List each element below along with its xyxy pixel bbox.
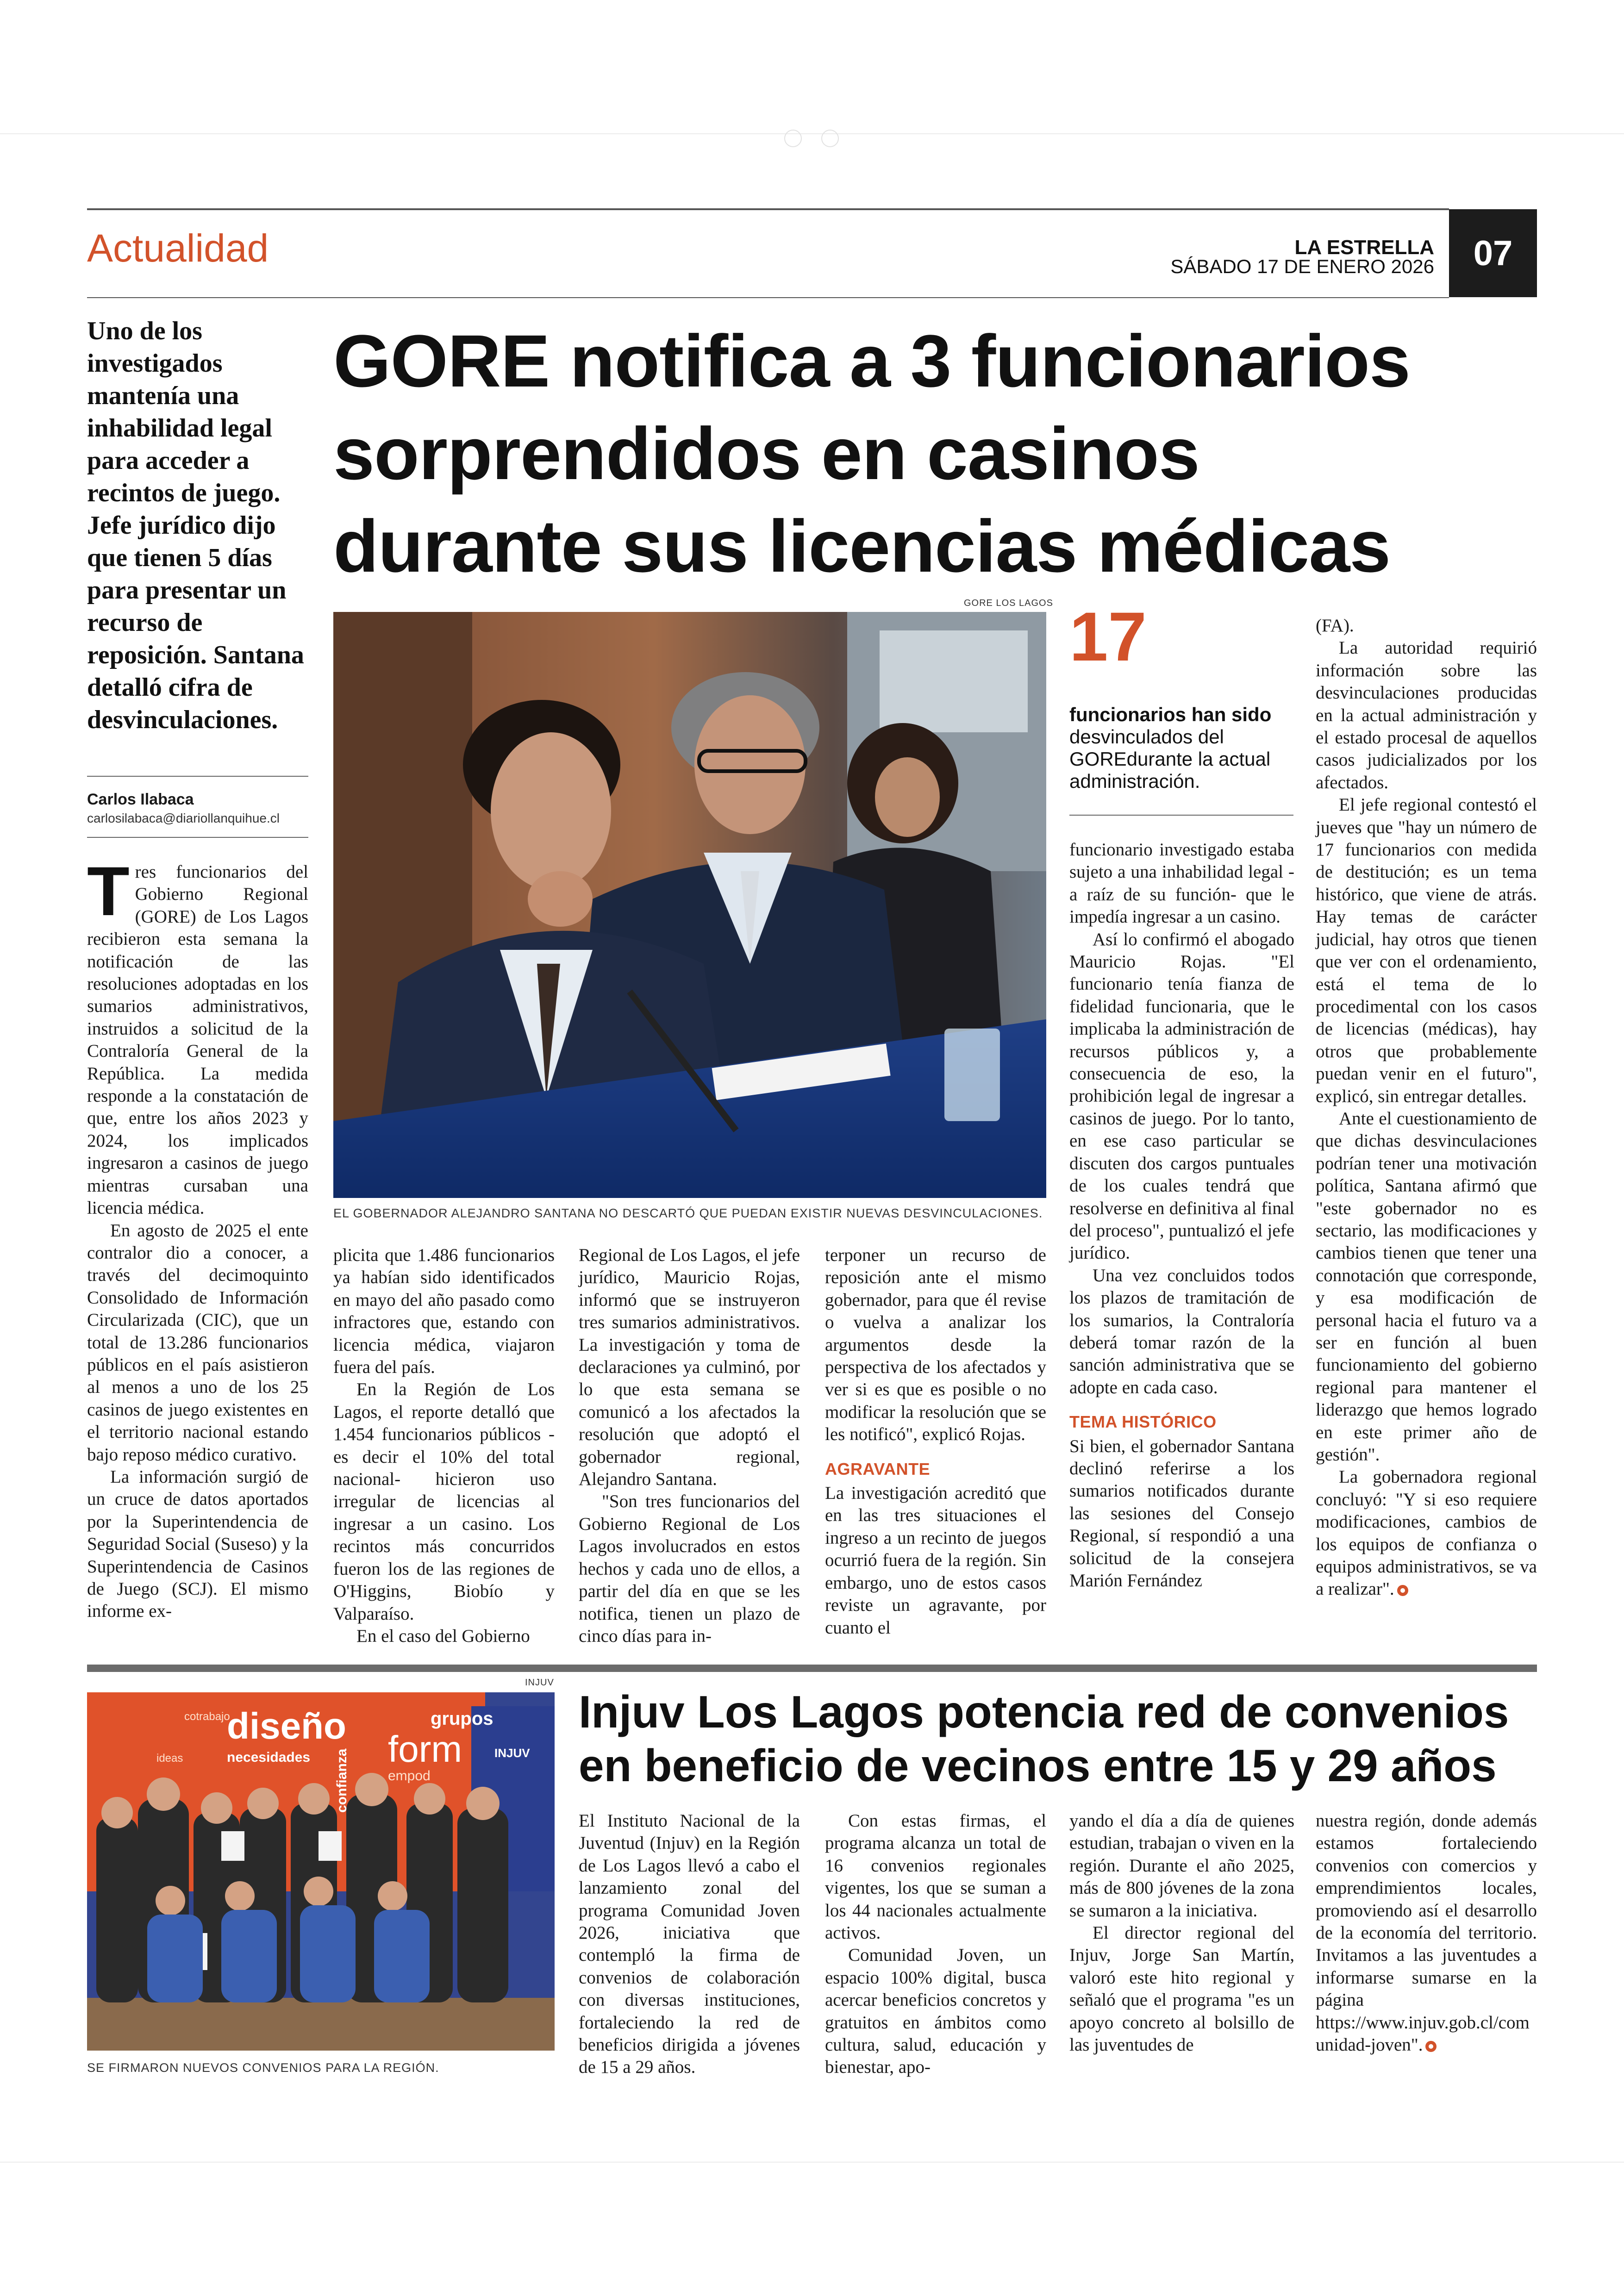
article2-column-4 (1316, 1810, 1537, 2056)
photo-word: cotrabajo (184, 1710, 230, 1723)
paragraph (1316, 1466, 1537, 1600)
paragraph: Regional de Los Lagos, el jefe jurídico, Mauricio Rojas, informó que se instruyeron tres sumarios administrativos. La investigación y toma de declaraciones ya culminó, por lo que esta semana se comunicó a los afectados la resolución que adoptó el gobernador regional, Alejandro Santana. (579, 1245, 800, 1490)
paragraph: La autoridad requirió información sobre las desvinculaciones producidas en la actual administración y el estado procesal de aquellos casos judicializados por los afectados. (1316, 638, 1537, 792)
paragraph: El director regional del Injuv, Jorge San Martín, valoró este hito regional y señaló que el programa "es un apoyo concreto al bolsillo de las juventudes de (1069, 1923, 1294, 2055)
headline2-line: en beneficio de vecinos entre 15 y 29 años (579, 1740, 1497, 1791)
photo-credit: GORE LOS LAGOS (964, 598, 1053, 608)
paragraph-text: La gobernadora regional concluyó: "Y si eso requiere modificaciones, cambios de los equipos de confianza o equipos administrativos, se va a realizar". (1316, 1467, 1537, 1599)
masthead-rule (87, 208, 1449, 210)
deck-divider (87, 776, 308, 777)
paragraph: terponer un recurso de reposición ante el mismo gobernador, para que él revise o vuelva a analizar los argumentos desde la perspectiva de los afectados y ver si es que es posible o no modificar la resolución que se les notificó", explicó Rojas. (825, 1245, 1046, 1445)
paragraph: La investigación acreditó que en las tres situaciones el ingreso a un recinto de juegos ocurrió fuera de la región. Sin embargo, uno de estos casos reviste un agravante, por cuanto el (825, 1483, 1046, 1638)
paragraph: res funcionarios del Gobierno Regional (GORE) de Los Lagos recibieron esta semana la notificación de las resoluciones adoptadas en los sumarios administrativos, instruidos a solicitud de la Contraloría General de la República. La medida responde a la constatación de que, entre los años 2023 y 2024, los implicados ingresaron a casinos de juego mientras cursaban una licencia médica. (87, 862, 308, 1218)
article2-column-1 (579, 1810, 800, 2079)
headline (333, 315, 1472, 592)
deck-rule (87, 297, 1449, 298)
article2-column-3 (1069, 1810, 1294, 2056)
author-email: carlosilabaca@diariollanquihue.cl (87, 811, 280, 825)
paragraph: Con estas firmas, el programa alcanza un total de 16 convenios regionales vigentes, los que se suman a los 44 nacionales actualmente activos. (825, 1811, 1046, 1943)
photo-word: ideas (156, 1752, 183, 1765)
headline2 (579, 1685, 1542, 1792)
stat-bold: funcionarios han sido (1069, 704, 1272, 725)
newspaper-name: LA ESTRELLA (1294, 236, 1434, 259)
photo-word: confianza (334, 1748, 350, 1813)
paragraph: Ante el cuestionamiento de que dichas desvinculaciones podrían tener una motivación política, Santana afirmó que "este gobernador no es sectario, las modificaciones y cambios tienen que tener una connotación que corresponde, y esa modificación de personal hacia el futuro va a ser en función al buen funcionamiento del gobierno regional para mantener el liderazgo que hemos logrado en este primer año de gestión". (1316, 1108, 1537, 1465)
stat-number: 17 (1069, 598, 1147, 675)
scroll-dot (821, 130, 839, 147)
paragraph: En agosto de 2025 el ente contralor dio a conocer, a través del decimoquinto Consolidado de Información Circularizada (CIC), que un total de 13.286 funcionarios públicos en el país asistieron al menos a uno de los 25 casinos de juego existentes en el territorio nacional estando bajo reposo médico curativo. (87, 1220, 308, 1465)
headline-line: GORE notifica a 3 funcionarios (333, 319, 1410, 402)
stat-description: desvinculados del GOREdurante la actual administración. (1069, 726, 1271, 792)
paragraph (1316, 1810, 1537, 2056)
paragraph: (FA). (1316, 616, 1354, 636)
stat-text (1069, 704, 1301, 792)
headline-line: sorprendidos en casinos (333, 412, 1199, 495)
paragraph: yando el día a día de quienes estudian, trabajan o viven en la región. Durante el año 2025, más de 800 jóvenes de la zona se sumaron a la iniciativa. (1069, 1811, 1294, 1921)
article1-column-6 (1316, 615, 1537, 1601)
article2-column-2 (825, 1810, 1046, 2079)
author-divider (87, 837, 308, 838)
photo-word: INJUV (494, 1746, 530, 1760)
photo-word: diseño (227, 1705, 346, 1746)
paragraph: funcionario investigado estaba sujeto a una inhabilidad legal -a raíz de su función- que le impedía ingresar a un casino. (1069, 840, 1294, 927)
subhead-tema-historico: TEMA HISTÓRICO (1069, 1412, 1217, 1432)
paragraph-text: nuestra región, donde además estamos fortaleciendo convenios con comercios y emprendimientos locales, promoviendo así el desarrollo de la economía del territorio. Invitamos a las juventudes a informarse sumarse en la página https://www.injuv.gob.cl/comunidad-joven". (1316, 1811, 1537, 2055)
article1-column-5 (1069, 839, 1294, 1592)
author-name: Carlos Ilabaca (87, 791, 194, 808)
paragraph: En el caso del Gobierno (356, 1626, 530, 1646)
main-photo (333, 612, 1046, 1198)
stat-divider (1069, 815, 1293, 816)
injuv-photo (87, 1692, 555, 2051)
paragraph: El jefe regional contestó el jueves que "hay un número de 17 funcionarios con medida de destitución; es un tema histórico, que viene de atrás. Hay temas de carácter judicial, hay otros que tienen que ver con el ordenamiento, está el tema de lo procedimental con los casos de licencias (médicas), hay otros que probablemente puedan venir en el futuro", explicó, sin entregar detalles. (1316, 795, 1537, 1106)
end-mark-icon (1397, 1585, 1408, 1596)
article-separator (87, 1665, 1537, 1672)
subhead-agravante: AGRAVANTE (825, 1459, 931, 1478)
photo2-caption: SE FIRMARON NUEVOS CONVENIOS PARA LA REGIÓN. (87, 2061, 439, 2075)
article-deck: Uno de los investigados mantenía una inhabilidad legal para acceder a recintos de juego. Jefe jurídico dijo que tienen 5 días para presentar un recurso de reposición. Santana detalló cifra de desvinculaciones. (87, 317, 304, 734)
page-number-box (1449, 209, 1537, 297)
paragraph: En la Región de Los Lagos, el reporte detalló que 1.454 funcionarios públicos -es decir el 10% del total nacional- hicieron uso irregular de licencias al ingresar a un casino. Los recintos más concurridos fueron los de las regiones de O'Higgins, Biobío y Valparaíso. (333, 1379, 555, 1624)
article1-column-3 (579, 1244, 800, 1647)
photo-caption: EL GOBERNADOR ALEJANDRO SANTANA NO DESCARTÓ QUE PUEDAN EXISTIR NUEVAS DESVINCULACIONES. (333, 1206, 1043, 1220)
top-rule (0, 133, 1624, 134)
photo-word: empod (388, 1768, 431, 1784)
headline2-line: Injuv Los Lagos potencia red de convenios (579, 1686, 1509, 1737)
paragraph: Así lo confirmó el abogado Mauricio Rojas. "El funcionario tenía fianza de fidelidad funcionaria, que le implicaba la administración de recursos públicos y, a consecuencia de eso, la prohibición legal de ingresar a casinos de juego. Por lo tanto, en ese caso particular se discuten dos cargos puntuales de los cuales tendrá que resolverse en definitiva al final del proceso", puntualizó el jefe jurídico. (1069, 929, 1294, 1263)
photo-word: form (388, 1728, 462, 1770)
paragraph: Comunidad Joven, un espacio 100% digital, busca acercar beneficios concretos y gratuitos en ámbitos como cultura, salud, educación y bienestar, apo- (825, 1945, 1046, 2077)
photo-word: grupos (431, 1709, 493, 1729)
scroll-dot (784, 130, 802, 147)
paragraph: plicita que 1.486 funcionarios ya habían sido identificados en mayo del año pasado como infractores que, estando con licencia médica, viajaron fuera del país. (333, 1245, 555, 1378)
article1-column-1 (87, 852, 308, 1623)
article1-column-4 (825, 1244, 1046, 1639)
photo2-credit: INJUV (525, 1678, 554, 1688)
headline-line: durante sus licencias médicas (333, 505, 1391, 587)
paragraph: Si bien, el gobernador Santana declinó referirse a los sumarios notificados durante las sesiones del Consejo Regional, sí respondió a una solicitud de la consejera Marión Fernández (1069, 1436, 1294, 1590)
issue-date: SÁBADO 17 DE ENERO 2026 (1170, 256, 1434, 277)
end-mark-icon (1425, 2041, 1437, 2052)
paragraph: Una vez concluidos todos los plazos de tramitación de los sumarios, la Contraloría deberá tomar razón de la sanción administrativa que se adopte en cada caso. (1069, 1265, 1294, 1397)
section-label: Actualidad (87, 226, 269, 270)
photo-word: necesidades (227, 1750, 311, 1765)
paragraph: La información surgió de un cruce de datos aportados por la Superintendencia de Seguridad Social (Suseso) y la Superintendencia de Casinos de Juego (SCJ). El mismo informe ex- (87, 1466, 308, 1621)
paragraph: "Son tres funcionarios del Gobierno Regional de Los Lagos involucrados en estos hechos y cada uno de ellos, a partir del día en que se les notifica, tienen un plazo de cinco días para in- (579, 1491, 800, 1646)
article1-column-2 (333, 1244, 555, 1647)
page-number: 07 (1473, 233, 1513, 273)
drop-cap: T (87, 852, 130, 930)
bottom-rule (0, 2162, 1624, 2163)
paragraph: El Instituto Nacional de la Juventud (Injuv) en la Región de Los Lagos llevó a cabo el lanzamiento zonal del programa Comunidad Joven 2026, iniciativa que contempló la firma de convenios de colaboración con diversas instituciones, fortaleciendo la red de beneficios dirigida a jóvenes de 15 a 29 años. (579, 1811, 800, 2077)
